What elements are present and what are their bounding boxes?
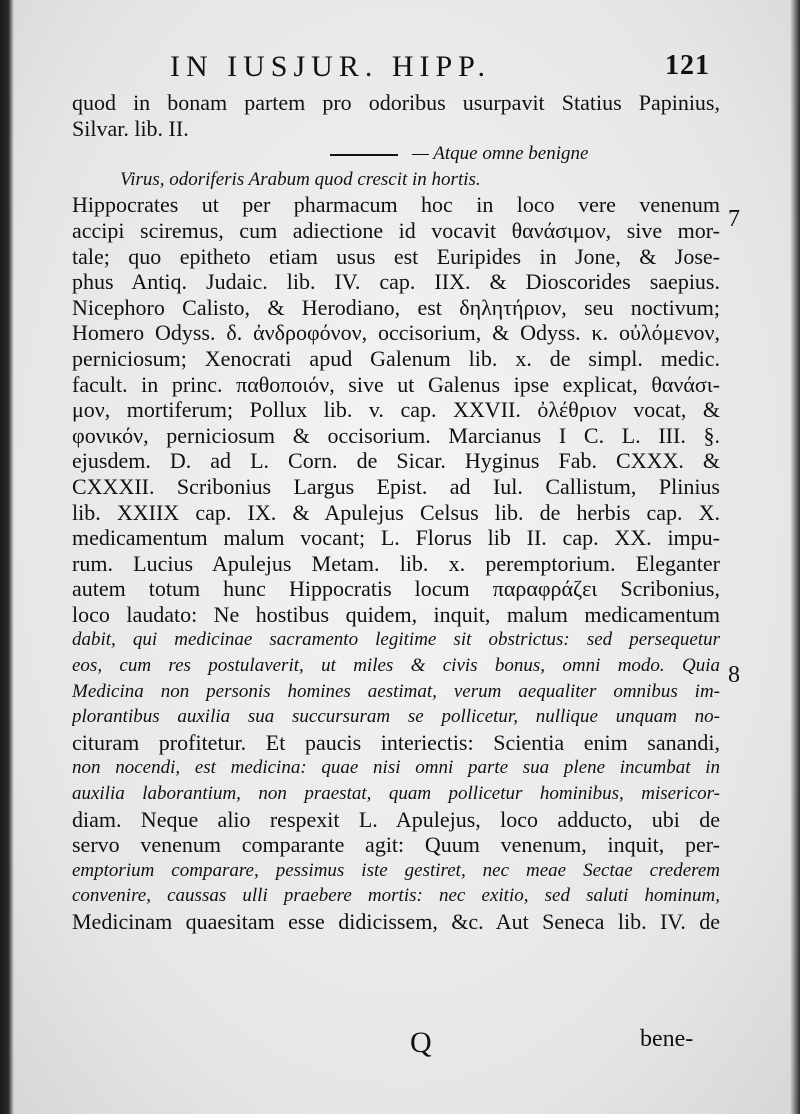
text-line: ejusdem. D. ad L. Corn. de Sicar. Hyginus Fab. CXXX. & — [72, 448, 720, 474]
text-line: loco laudato: Ne hostibus quidem, inquit, malum medicamentum — [72, 601, 720, 627]
text-line: servo venenum comparante agit: Quum venenum, inquit, per- — [72, 832, 720, 858]
text-line: Medicina non personis homines aestimat, verum aequaliter omnibus im- — [72, 680, 720, 702]
text-line: Hippocrates ut per pharmacum hoc in loco vere venenum — [72, 192, 720, 218]
verse-line: Virus, odoriferis Arabum quod crescit in hortis. — [120, 168, 481, 190]
text-line: medicamentum malum vocant; L. Florus lib II. cap. XX. impu- — [72, 525, 720, 551]
text-line: Silvar. lib. II. — [72, 115, 189, 141]
margin-note-7: 7 — [728, 206, 740, 232]
catchword: bene- — [640, 1026, 694, 1052]
running-title: IN IUSJUR. HIPP. — [170, 50, 492, 83]
text-line: Nicephoro Calisto, & Herodiano, est δηλητήριον, seu noctivum; — [72, 294, 720, 320]
page-right-edge-shadow — [790, 0, 800, 1114]
page-left-edge-shadow — [0, 0, 14, 1114]
body-text — [72, 90, 720, 935]
text-line: cituram profitetur. Et paucis interiectis: Scientia enim sanandi, — [72, 729, 720, 755]
text-line: Medicinam quaesitam esse didicissem, &c. Aut Seneca lib. IV. de — [72, 909, 720, 934]
text-line: accipi sciremus, cum adiectione id vocavit θανάσιμον, sive mor- — [72, 217, 720, 243]
text-line: lib. XXIIX cap. IX. & Apulejus Celsus lib. de herbis cap. X. — [72, 499, 720, 525]
text-line: quod in bonam partem pro odoribus usurpavit Statius Papinius, — [72, 90, 720, 115]
text-line: μον, mortiferum; Pollux lib. v. cap. XXVII. ὀλέθριον vocat, & — [72, 397, 720, 423]
text-line: facult. in princ. παθοποιόν, sive ut Galenus ipse explicat, θανάσι- — [72, 371, 720, 397]
text-line: CXXXII. Scribonius Largus Epist. ad Iul. Callistum, Plinius — [72, 473, 720, 499]
text-line: phus Antiq. Judaic. lib. IV. cap. IIX. & Dioscorides saepius. — [72, 269, 720, 295]
text-line: autem totum hunc Hippocratis locum παραφράζει Scribonius, — [72, 576, 720, 602]
text-line: rum. Lucius Apulejus Metam. lib. x. peremptorium. Eleganter — [72, 550, 720, 576]
em-dash-rule — [330, 154, 398, 156]
text-line: Homero Odyss. δ. ἀνδροφόνον, occisorium, & Odyss. κ. οὐλόμενον, — [72, 320, 720, 346]
text-line: plorantibus auxilia sua succursuram se pollicetur, nullique unquam no- — [72, 706, 720, 728]
quotation-text: — Atque omne benigne — [412, 143, 589, 165]
text-line: convenire, caussas ulli praebere mortis: nec exitio, sed saluti hominum, — [72, 885, 720, 907]
text-line: tale; quo epitheto etiam usus est Euripides in Jone, & Jose- — [72, 243, 720, 269]
text-line: diam. Neque alio respexit L. Apulejus, loco adducto, ubi de — [72, 806, 720, 832]
text-line: φονικόν, perniciosum & occisorium. Marcianus I C. L. III. §. — [72, 422, 720, 448]
page-number: 121 — [665, 50, 710, 81]
page-header — [170, 50, 710, 90]
text-line: eos, cum res postulaverit, ut miles & civis bonus, omni modo. Quia — [72, 655, 720, 677]
text-line: dabit, qui medicinae sacramento legitime sit obstrictus: sed persequetur — [72, 629, 720, 651]
signature-mark: Q — [410, 1026, 432, 1059]
quotation-intro-line — [72, 141, 720, 167]
text-line: non nocendi, est medicina: quae nisi omni parte sua plene incumbat in — [72, 757, 720, 779]
text-line: emptorium comparare, pessimus iste gestiret, nec meae Sectae crederem — [72, 859, 720, 881]
text-line: auxilia laborantium, non praestat, quam pollicetur hominibus, misericor- — [72, 783, 720, 805]
text-line: perniciosum; Xenocrati apud Galenum lib. x. de simpl. medic. — [72, 345, 720, 371]
margin-note-8: 8 — [728, 662, 740, 688]
